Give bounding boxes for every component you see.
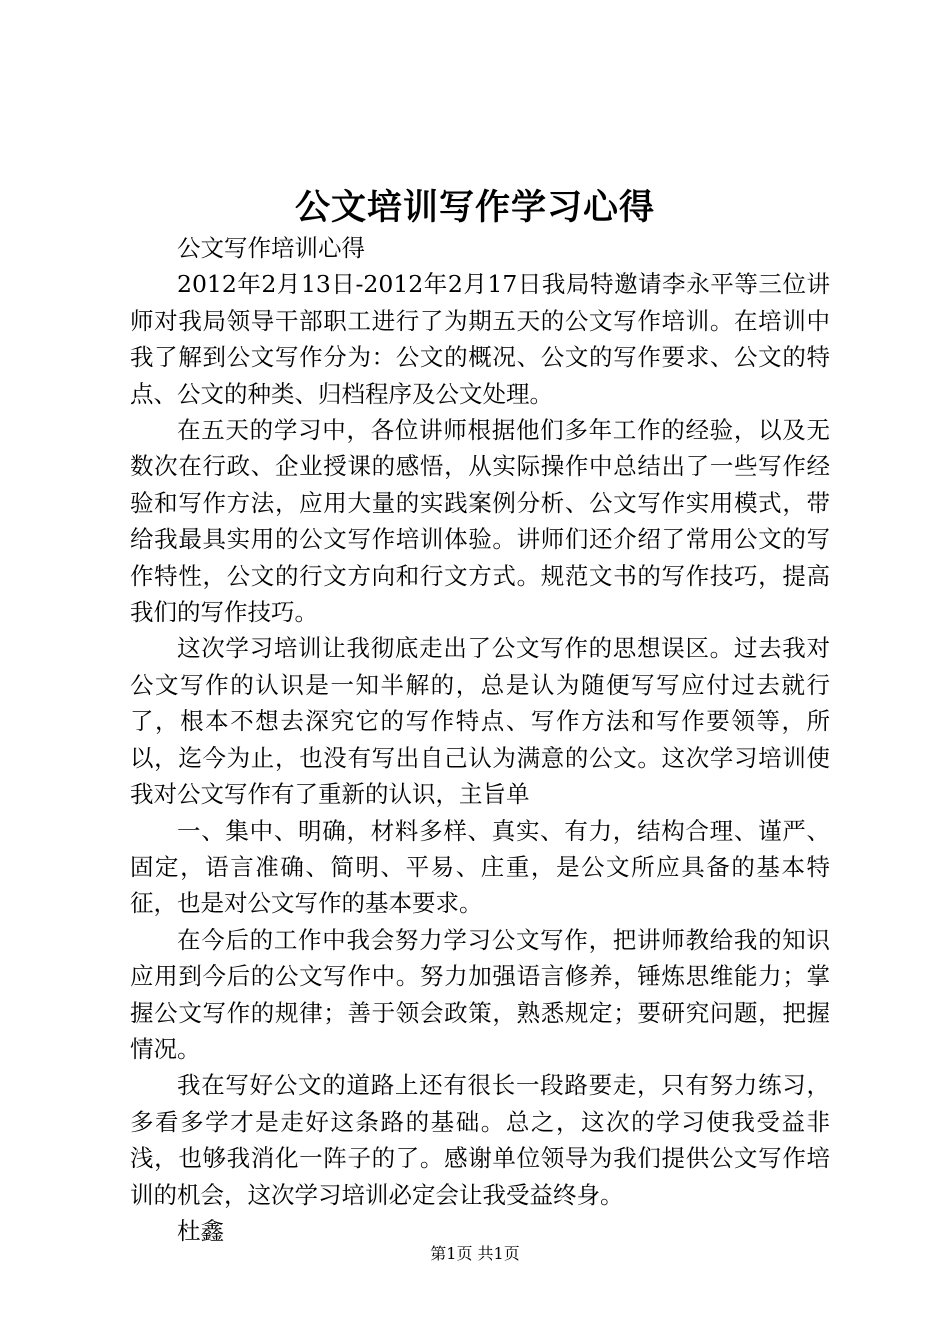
paragraph-conclusion: 我在写好公文的道路上还有很长一段路要走，只有努力练习，多看多学才是走好这条路的基础。总之，这次的学习使我受益非浅，也够我消化一阵子的了。感谢单位领导为我们提供公文写作培训的机会，这次学习培训必定会让我受益终身。 bbox=[130, 1071, 830, 1209]
page-footer: 第1页 共1页 bbox=[430, 1244, 520, 1263]
document-body bbox=[130, 230, 830, 1249]
paragraph-misconception: 这次学习培训让我彻底走出了公文写作的思想误区。过去我对公文写作的认识是一知半解的，总是认为随便写写应付过去就行了，根本不想去深究它的写作特点、写作方法和写作要领等，所以，迄今为止，也没有写出自己认为满意的公文。这次学习培训使我对公文写作有了重新的认识，主旨单 bbox=[130, 634, 830, 809]
paragraph-features: 一、集中、明确，材料多样、真实、有力，结构合理、谨严、固定，语言准确、简明、平易、庄重，是公文所应具备的基本特征，也是对公文写作的基本要求。 bbox=[130, 816, 830, 918]
document-title: 公文培训写作学习心得 bbox=[294, 187, 655, 228]
paragraph-future-work: 在今后的工作中我会努力学习公文写作，把讲师教给我的知识应用到今后的公文写作中。努力加强语言修养，锤炼思维能力；掌握公文写作的规律；善于领会政策，熟悉规定；要研究问题，把握情况。 bbox=[130, 925, 830, 1063]
paragraph-five-days: 在五天的学习中，各位讲师根据他们多年工作的经验，以及无数次在行政、企业授课的感悟，从实际操作中总结出了一些写作经验和写作方法，应用大量的实践案例分析、公文写作实用模式，带给我最具实用的公文写作培训体验。讲师们还介绍了常用公文的写作特性，公文的行文方向和行文方式。规范文书的写作技巧，提高我们的写作技巧。 bbox=[130, 416, 830, 627]
paragraph-signature: 杜鑫 bbox=[177, 1216, 224, 1245]
paragraph-subtitle: 公文写作培训心得 bbox=[177, 234, 365, 262]
paragraph-training-intro: 2012年2月13日-2012年2月17日我局特邀请李永平等三位讲师对我局领导干部职工进行了为期五天的公文写作培训。在培训中我了解到公文写作分为：公文的概况、公文的写作要求、公文的特点、公文的种类、归档程序及公文处理。 bbox=[130, 270, 830, 408]
